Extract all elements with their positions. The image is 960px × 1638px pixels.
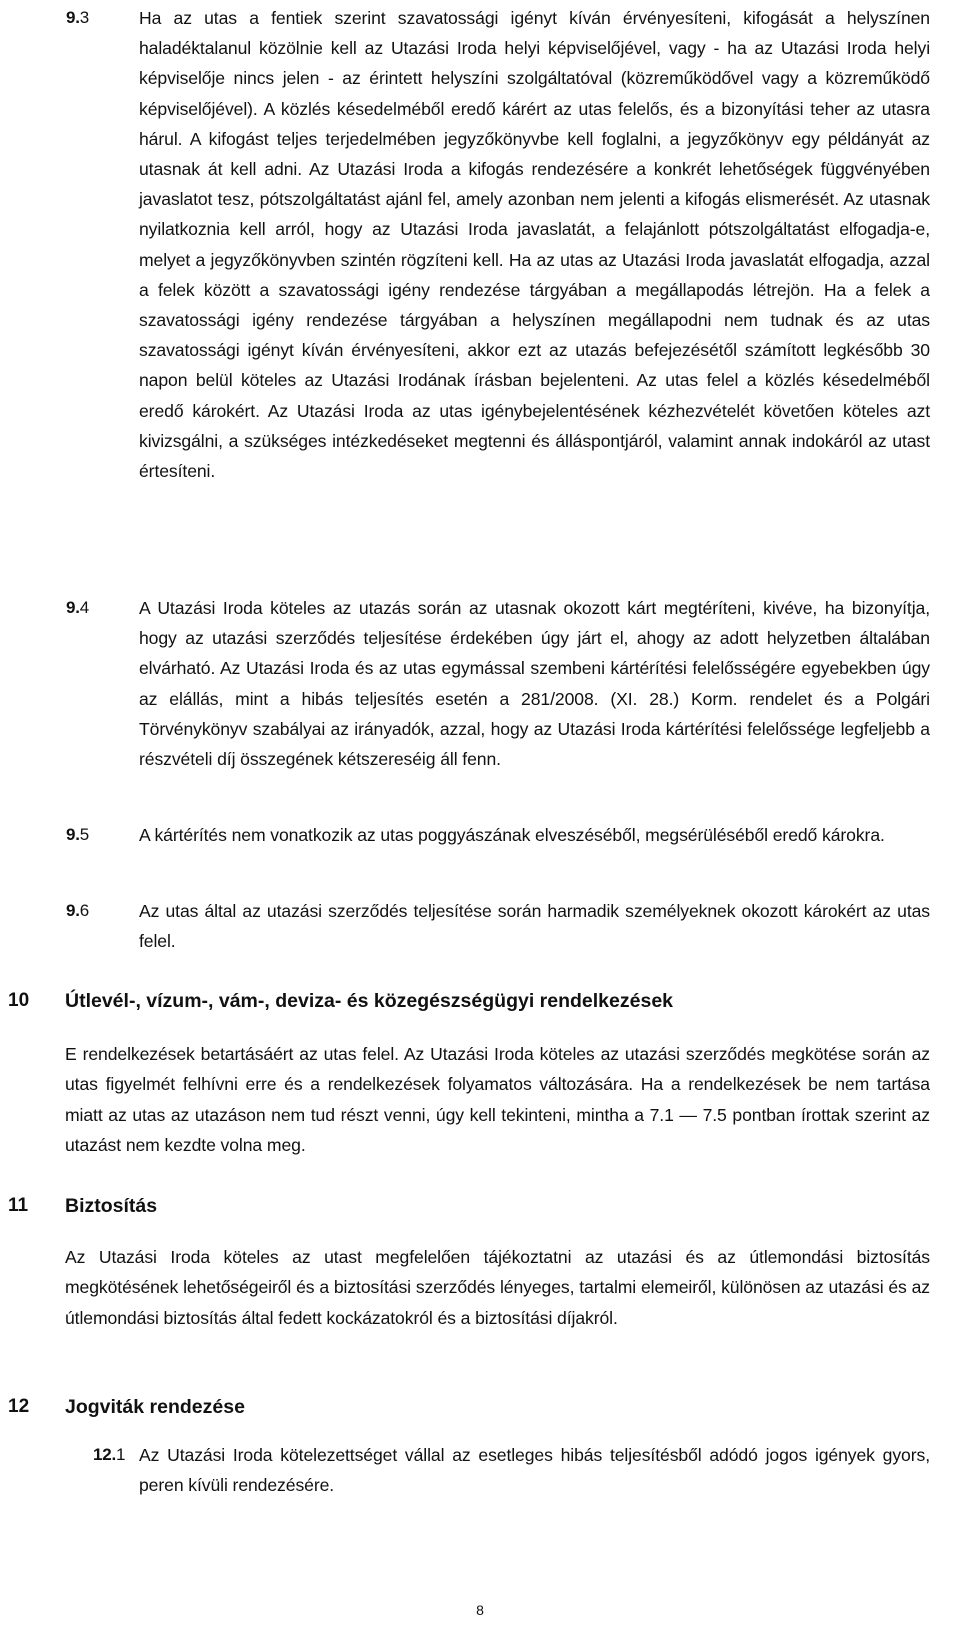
section-number: 11 (8, 1195, 29, 1216)
subsection-text: A kártérítés nem vonatkozik az utas poggyászának elveszéséből, megsérüléséből eredő károkra. (139, 825, 885, 845)
subsection-number: 9.5 (66, 825, 90, 844)
subsection-number: 9.4 (66, 598, 90, 617)
subsection-number: 9.3 (66, 8, 90, 27)
page-number: 8 (476, 1602, 484, 1618)
section-number: 10 (8, 990, 30, 1011)
subsection-number: 9.6 (66, 901, 90, 920)
subsection-text: Ha az utas a fentiek szerint szavatossági igényt kíván érvényesíteni, kifogását a helyszínen haladéktalanul közölnie kell az Utazási Iroda helyi képviselőjével, vagy - ha az Utazási Iroda helyi képviselője nincs jelen - az érintett helyszíni szolgáltatóval (közreműködővel vagy a közreműködő képviselőjével). A közlés késedelméből eredő kárért az utas felelős, és a bizonyítási teher az utasra hárul. A kifogást teljes terjedelmében jegyzőkönyvbe kell foglalni, a jegyzőkönyv egy példányát az utasnak át kell adni. Az Utazási Iroda a kifogás rendezésére a konkrét lehetőségek függvényében javaslatot tesz, pótszolgáltatást ajánl fel, amely azonban nem jelenti a kifogás elismerését. Az utasnak nyilatkoznia kell arról, hogy az Utazási Iroda javaslatát, a felajánlott pótszolgáltatást elfogadja-e, melyet a jegyzőkönyvben szintén rögzíteni kell. Ha az utas az Utazási Iroda javaslatát elfogadja, azzal a felek között a szavatossági igény rendezése tárgyában a megállapodás létrejön. Ha a felek a szavatossági igény rendezése tárgyában a helyszínen megállapodni nem tudnak és az utas szavatossági igényt kíván érvényesíteni, akkor ezt az utazás befejezésétől számított legkésőbb 30 napon belül köteles az Utazási Irodának írásban bejelenteni. Az utas felel a közlés késedelméből eredő károkért. Az Utazási Iroda az utas igénybejelentésének kézhezvételét követően köteles azt kivizsgálni, a szükséges intézkedéseket megtenni és álláspontjáról, valamint annak indokáról az utast értesíteni. (139, 8, 930, 482)
subsection-text: Az utas által az utazási szerződés teljesítése során harmadik személyeknek okozott károkért az utas felel. (139, 901, 930, 952)
section-text: Az Utazási Iroda köteles az utast megfelelően tájékoztatni az utazási és az útlemondási biztosítás megkötésének lehetőségeiről és a biztosítási szerződés lényeges, tartalmi elemeiről, különösen az utazási és az útlemondási biztosítás által fedett kockázatokról és a biztosítási díjakról. (65, 1247, 930, 1328)
section-heading: Jogviták rendezése (65, 1396, 245, 1418)
section-number: 12 (8, 1396, 30, 1417)
subsection-number: 12.1 (93, 1445, 126, 1464)
subsection-text: A Utazási Iroda köteles az utazás során az utasnak okozott kárt megtéríteni, kivéve, ha bizonyítja, hogy az utazási szerződés teljesítése érdekében úgy járt el, ahogy az adott helyzetben általában elvárható. Az Utazási Iroda és az utas egymással szembeni kártérítési felelősségére egyebekben úgy az elállás, mint a hibás teljesítés esetén a 281/2008. (XI. 28.) Korm. rendelet és a Polgári Törvénykönyv szabályai az irányadók, azzal, hogy az Utazási Iroda kártérítési felelőssége legfeljebb a részvételi díj összegének kétszereséig áll fenn. (139, 598, 930, 770)
section-heading: Biztosítás (65, 1195, 158, 1217)
section-text: E rendelkezések betartásáért az utas felel. Az Utazási Iroda köteles az utazási szerződés megkötése során az utas figyelmét felhívni erre és a rendelkezések folyamatos változására. Ha a rendelkezések be nem tartása miatt az utas az utazáson nem tud részt venni, úgy kell tekinteni, mintha a 7.1 — 7.5 pontban írottak szerint az utazást nem kezdte volna meg. (65, 1044, 930, 1155)
section-heading: Útlevél-, vízum-, vám-, deviza- és közegészségügyi rendelkezések (65, 990, 674, 1012)
subsection-text: Az Utazási Iroda kötelezettséget vállal az esetleges hibás teljesítésből adódó jogos igények gyors, peren kívüli rendezésére. (139, 1445, 930, 1496)
